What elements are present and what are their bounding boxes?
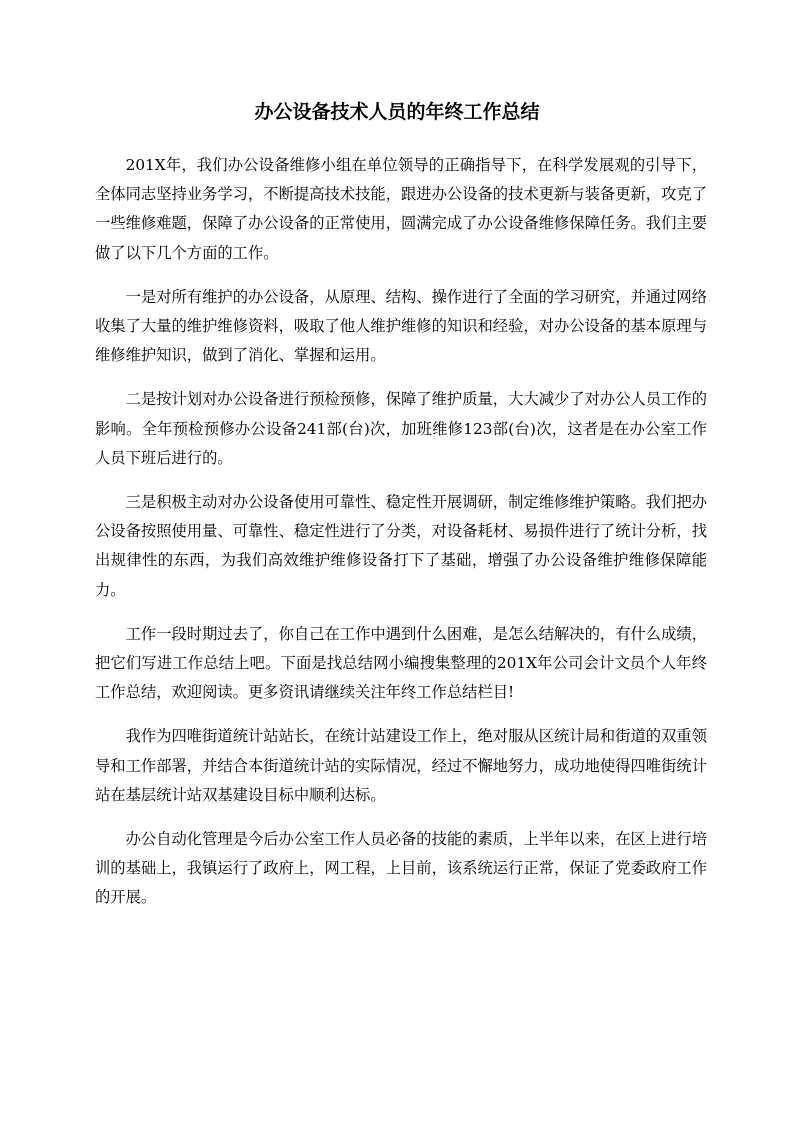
paragraph-office-automation: 办公自动化管理是今后办公室工作人员必备的技能的素质，上半年以来，在区上进行培训的基础上，我镇运行了政府上，网工程，上目前，该系统运行正常，保证了党委政府工作的开展。	[95, 830, 707, 907]
paragraph-point-three: 三是积极主动对办公设备使用可靠性、稳定性开展调研，制定维修维护策略。我们把办公设备按照使用量、可靠性、稳定性进行了分类，对设备耗材、易损件进行了统计分析，找出规律性的东西，为我们高效维护维修设备打下了基础，增强了办公设备维护维修保障能力。	[95, 493, 707, 599]
paragraph-point-one: 一是对所有维护的办公设备，从原理、结构、操作进行了全面的学习研究，并通过网络收集了大量的维护维修资料，吸取了他人维护维修的知识和经验，对办公设备的基本原理与维修维护知识，做到了消化、掌握和运用。	[95, 287, 707, 365]
paragraph-point-two: 二是按计划对办公设备进行预检预修，保障了维护质量，大大减少了对办公人员工作的影响。全年预检预修办公设备241部(台)次，加班维修123部(台)次，这者是在办公室工作人员下班后进行的。	[95, 390, 707, 467]
document-title: 办公设备技术人员的年终工作总结	[254, 101, 540, 123]
paragraph-statistics-station: 我作为四唯街道统计站站长，在统计站建设工作上，绝对服从区统计局和街道的双重领导和工作部署，并结合本街道统计站的实际情况，经过不懈地努力，成功地使得四唯街统计站在基层统计站双基建设目标中顺利达标。	[95, 727, 707, 804]
document-body	[95, 151, 707, 928]
paragraph-intro: 201X年，我们办公设备维修小组在单位领导的正确指导下，在科学发展观的引导下，全体同志坚持业务学习，不断提高技术技能，跟进办公设备的技术更新与装备更新，攻克了一些维修难题，保障了办公设备的正常使用，圆满完成了办公设备维修保障任务。我们主要做了以下几个方面的工作。	[95, 156, 707, 262]
paragraph-reflection: 工作一段时期过去了，你自己在工作中遇到什么困难，是怎么结解决的，有什么成绩，把它们写进工作总结上吧。下面是找总结网小编搜集整理的201X年公司会计文员个人年终工作总结，欢迎阅读。更多资讯请继续关注年终工作总结栏目!	[95, 624, 707, 702]
